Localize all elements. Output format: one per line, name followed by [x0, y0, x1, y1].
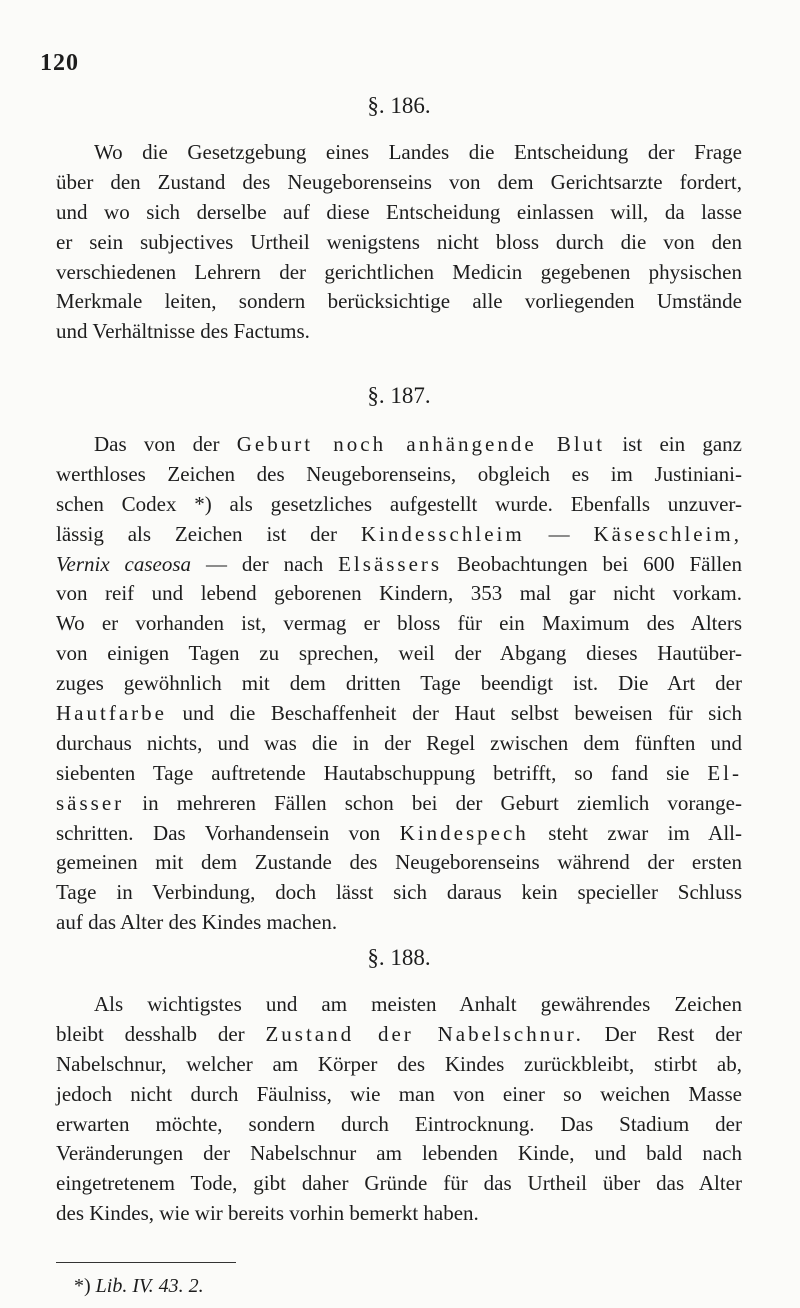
text-line: werthloses Zeichen des Neugeborenseins, obgleich es im Justiniani- [56, 461, 742, 486]
text-line: Wo er vorhanden ist, vermag er bloss für ein Maximum des Alters [56, 611, 742, 636]
text-line: schritten. Das Vorhandensein von Kindespech steht zwar im All- [56, 820, 742, 845]
paragraph-188 [56, 990, 742, 1229]
author-name: sässer [56, 790, 125, 815]
emphasis: Hautfarbe [56, 701, 167, 726]
paragraph-187 [56, 430, 742, 938]
text-line: zuges gewöhnlich mit dem dritten Tage beendigt ist. Die Art der [56, 671, 742, 696]
footnote [74, 1274, 204, 1298]
text-line: Als wichtigstes und am meisten Anhalt gewährendes Zeichen [94, 992, 742, 1016]
text-line: jedoch nicht durch Fäulniss, wie man von einer so weichen Masse [56, 1081, 742, 1106]
emphasis: Kindespech [399, 820, 529, 845]
text-line: durchaus nichts, und was die in der Regel zwischen dem fünften und [56, 730, 742, 755]
text-line: des Kindes, wie wir bereits vorhin bemerkt haben. [56, 1201, 479, 1226]
paragraph-186 [56, 138, 742, 347]
text-line: auf das Alter des Kindes machen. [56, 910, 338, 935]
text-line: Vernix caseosa — der nach Elsässers Beobachtungen bei 600 Fällen [56, 551, 742, 576]
emphasis: Geburt noch anhängende Blut [236, 432, 606, 456]
text-line: lässig als Zeichen ist der Kindesschleim — Käseschleim, [56, 521, 743, 546]
text-line: siebenten Tage auftretende Hautabschuppung betrifft, so fand sie El- [56, 760, 742, 785]
emphasis: Kindesschleim [360, 521, 525, 546]
text-line: Wo die Gesetzgebung eines Landes die Entscheidung der Frage [94, 140, 742, 164]
text-line: gemeinen mit dem Zustande des Neugeborenseins während der ersten [56, 850, 742, 875]
text-line: Nabelschnur, welcher am Körper des Kindes zurückbleibt, stirbt ab, [56, 1051, 742, 1076]
text-line: bleibt desshalb der Zustand der Nabelschnur. Der Rest der [56, 1021, 742, 1046]
footnote-reference: Lib. IV. 43. 2. [95, 1275, 204, 1297]
text-line: er sein subjectives Urtheil wenigstens nicht bloss durch die von den [56, 229, 742, 254]
emphasis: Zustand der Nabelschnur. [265, 1021, 584, 1046]
text-line: von einigen Tagen zu sprechen, weil der Abgang dieses Hautüber- [56, 641, 742, 666]
text-line: und wo sich derselbe auf diese Entscheidung einlassen will, da lasse [56, 199, 742, 224]
text-line: über den Zustand des Neugeborenseins von dem Gerichtsarzte fordert, [56, 169, 742, 194]
text-line: Hautfarbe und die Beschaffenheit der Haut selbst beweisen für sich [56, 701, 742, 726]
text-line: von reif und lebend geborenen Kindern, 353 mal gar nicht vorkam. [56, 581, 742, 606]
section-186 [56, 92, 742, 120]
section-188 [56, 944, 742, 972]
text-line: Das von der Geburt noch anhängende Blut ist ein ganz [94, 432, 742, 456]
section-heading: §. 187. [367, 383, 431, 408]
footnote-marker: *) [74, 1275, 96, 1297]
text-line: Merkmale leiten, sondern berücksichtige alle vorliegenden Umstände [56, 289, 742, 314]
text-line: Veränderungen der Nabelschnur am lebenden Kinde, und bald nach [56, 1141, 742, 1166]
text-line: Tage in Verbindung, doch lässt sich daraus kein specieller Schluss [56, 880, 742, 905]
text-line: und Verhältnisse des Factums. [56, 319, 310, 344]
text-line: eingetretenem Tode, gibt daher Gründe für das Urtheil über das Alter [56, 1171, 742, 1196]
section-heading: §. 186. [367, 93, 431, 118]
text-line: verschiedenen Lehrern der gerichtlichen Medicin gegebenen physischen [56, 259, 742, 284]
section-heading: §. 188. [367, 945, 431, 970]
author-name: El- [707, 760, 742, 785]
text-line: erwarten möchte, sondern durch Eintrocknung. Das Stadium der [56, 1111, 742, 1136]
text-line: sässer in mehreren Fällen schon bei der Geburt ziemlich vorange- [56, 790, 742, 815]
section-187 [56, 382, 742, 410]
page-number: 120 [40, 50, 79, 76]
text-line: schen Codex *) als gesetzliches aufgestellt wurde. Ebenfalls unzuver- [56, 491, 742, 516]
emphasis: Käseschleim, [593, 521, 743, 546]
author-name: Elsässers [338, 551, 443, 576]
latin-term: Vernix caseosa [56, 551, 192, 576]
footnote-divider [56, 1262, 236, 1263]
